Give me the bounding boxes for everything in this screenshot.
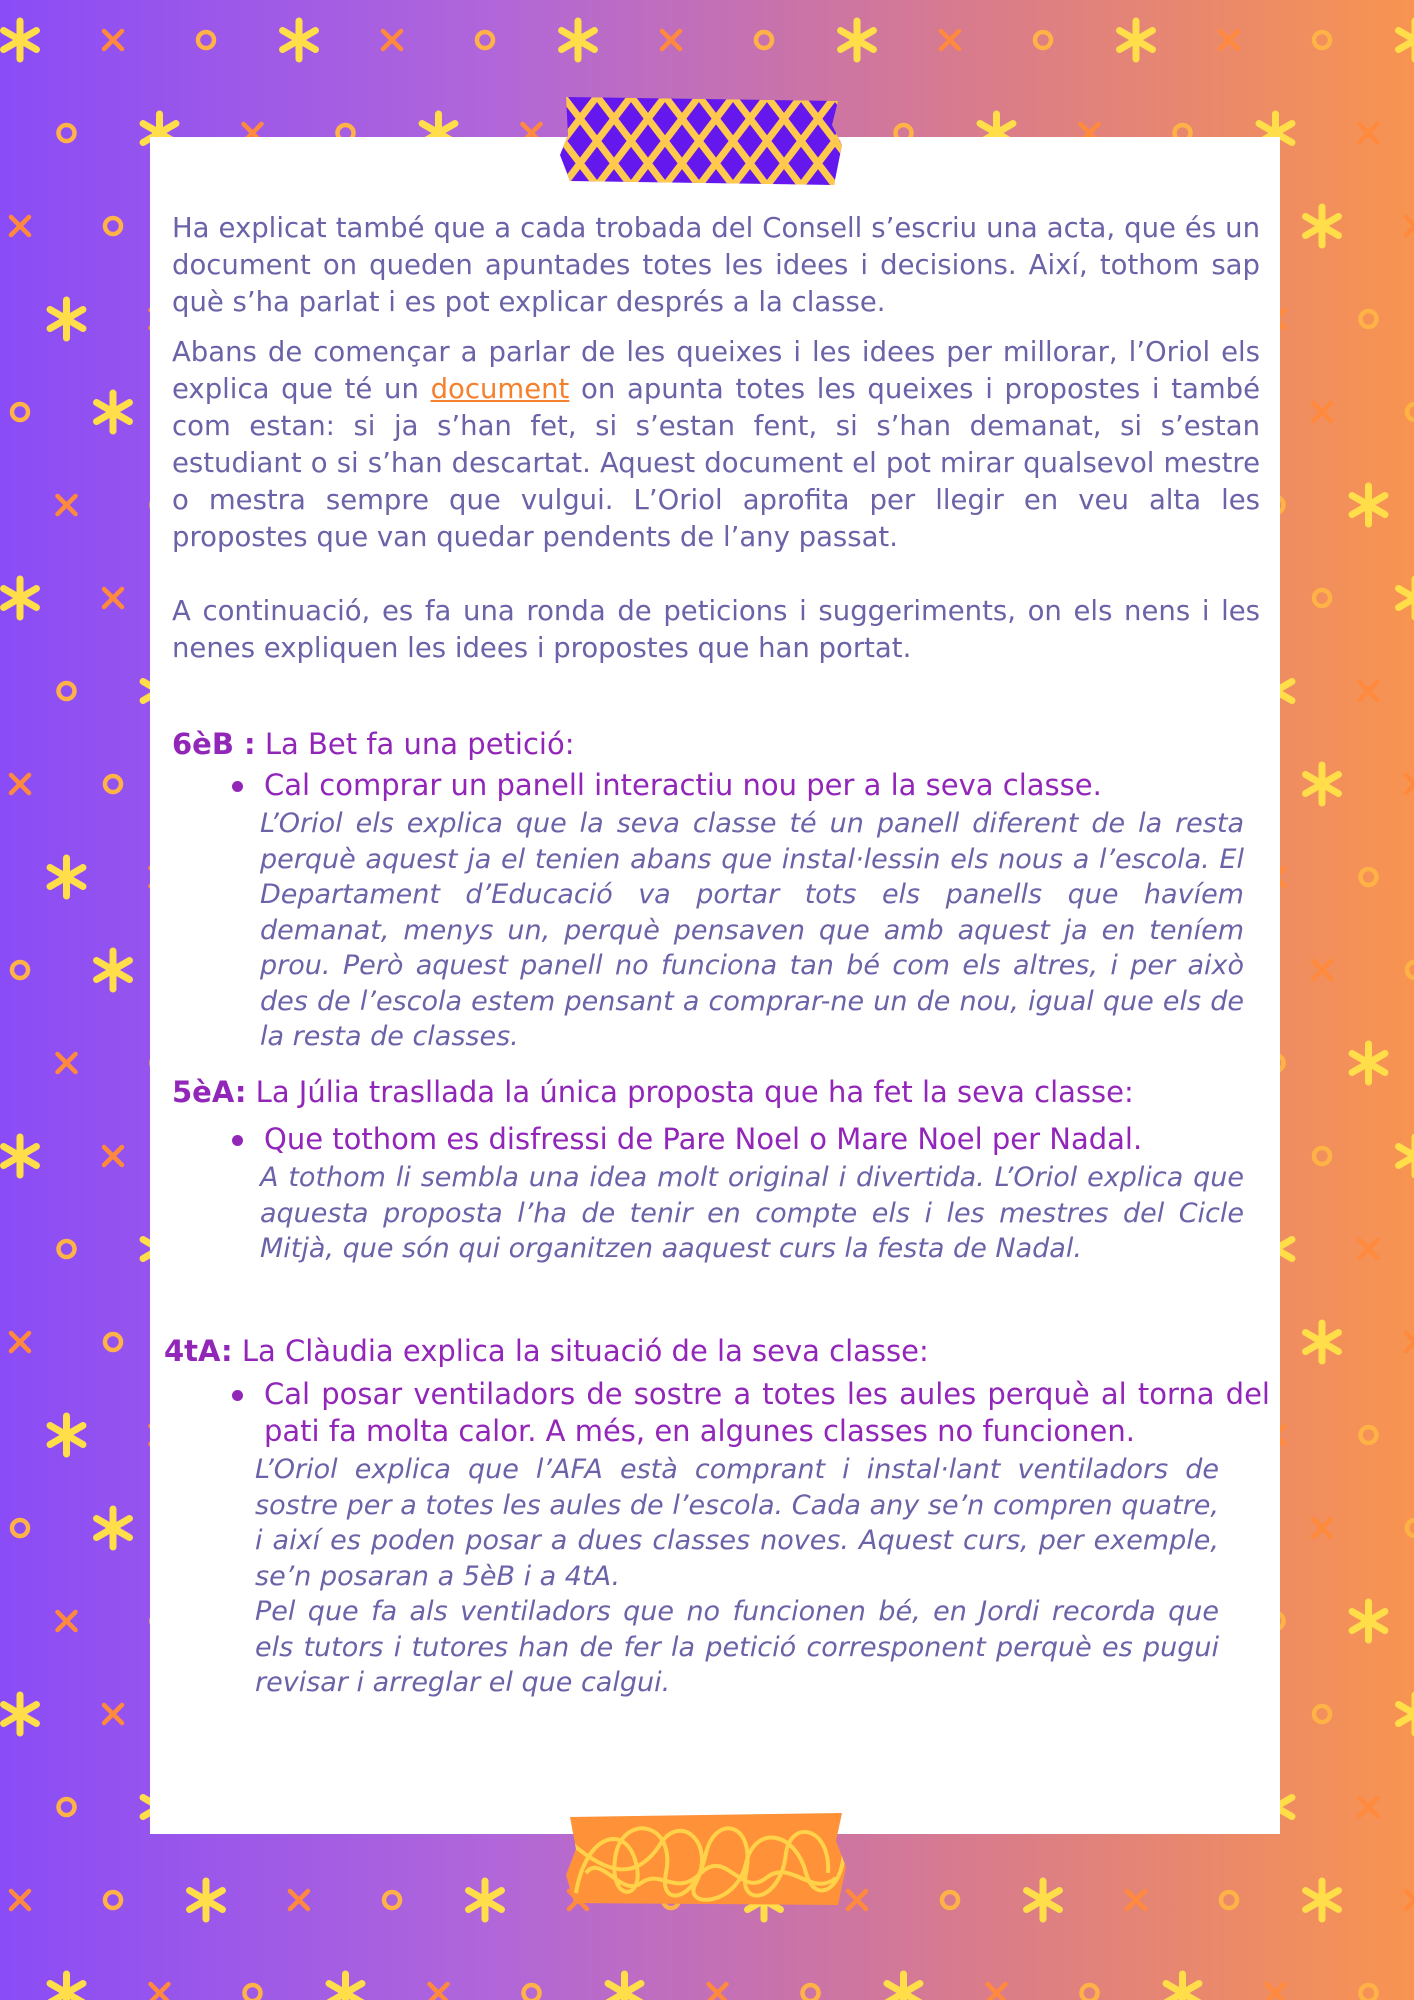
ring-icon	[105, 1334, 121, 1350]
ring-icon	[384, 1892, 400, 1908]
bullet-dot	[232, 1390, 243, 1401]
ring-icon	[12, 962, 28, 978]
intro-paragraph-2-start: Abans de començar a parlar de les queixes i les idees per millorar, l’Oriol els explica que té un	[172, 336, 1260, 405]
section-lead: La Júlia trasllada la única proposta que ha fet la seva classe:	[246, 1075, 1134, 1109]
x-mark-icon	[58, 1054, 76, 1072]
intro-paragraph-1: Ha explicat també que a cada trobada del Consell s’escriu una acta, que és un document on queden apuntades totes les idees i decisions. Així, tothom sap què s’ha parlat i es pot explicar després a la classe.	[172, 212, 1260, 318]
star-icon	[608, 1974, 641, 2000]
class-code: 4tA:	[164, 1334, 233, 1368]
star-icon	[50, 300, 83, 338]
ring-icon	[1035, 32, 1051, 48]
star-icon	[190, 1881, 223, 1919]
x-mark-icon	[383, 31, 401, 49]
star-icon	[97, 1509, 130, 1547]
x-mark-icon	[151, 1984, 169, 2000]
class-code: 5èA:	[172, 1075, 247, 1109]
section-4tA-bullet	[228, 1376, 1270, 1450]
x-mark-icon	[1406, 775, 1414, 793]
ring-icon	[1221, 1892, 1237, 1908]
class-code: 6èB :	[172, 727, 256, 761]
star-icon	[887, 1974, 920, 2000]
x-mark-icon	[662, 31, 680, 49]
x-mark-icon	[11, 1333, 29, 1351]
section-5eA-bullet	[228, 1121, 1270, 1158]
ring-icon	[198, 32, 214, 48]
bullet-dot	[232, 1135, 243, 1146]
x-mark-icon	[104, 31, 122, 49]
x-mark-icon	[941, 31, 959, 49]
x-mark-icon	[1313, 1519, 1331, 1537]
ring-icon	[1314, 1706, 1330, 1722]
section-6eB-bullet	[228, 767, 1270, 804]
section-4tA-note-1: L’Oriol explica que l’AFA està comprant i instal·lant ventiladors de sostre per a totes les aules de l’escola. Cada any se’n compren quatre, i així es poden posar a dues classes noves. Aquest curs, per exemple, se’n posaran a 5èB i a 4tA.	[255, 1454, 1219, 1592]
star-icon	[1306, 1323, 1339, 1361]
top-washi-tape	[560, 95, 843, 187]
ring-icon	[1082, 1985, 1098, 2000]
ring-icon	[105, 776, 121, 792]
ring-icon	[477, 32, 493, 48]
x-mark-icon	[988, 1984, 1006, 2000]
ring-icon	[1314, 32, 1330, 48]
x-mark-icon	[58, 496, 76, 514]
ring-icon	[1361, 869, 1377, 885]
bullet-text: Que tothom es disfressi de Pare Noel o Mare Noel per Nadal.	[264, 1122, 1143, 1156]
ring-icon	[59, 1241, 75, 1257]
star-icon	[1166, 1974, 1199, 2000]
star-icon	[1306, 1881, 1339, 1919]
star-icon	[1352, 486, 1385, 524]
section-lead: La Clàudia explica la situació de la seva classe:	[232, 1334, 929, 1368]
section-5eA-heading	[172, 1074, 1134, 1111]
star-icon	[1352, 1044, 1385, 1082]
x-mark-icon	[290, 1891, 308, 1909]
x-mark-icon	[58, 1612, 76, 1630]
x-mark-icon	[1313, 961, 1331, 979]
star-icon	[841, 21, 874, 59]
ring-icon	[12, 1520, 28, 1536]
star-icon	[1399, 1137, 1414, 1175]
star-icon	[1306, 207, 1339, 245]
x-mark-icon	[104, 1705, 122, 1723]
x-mark-icon	[104, 1147, 122, 1165]
x-mark-icon	[1406, 217, 1414, 235]
ring-icon	[1407, 962, 1414, 978]
x-mark-icon	[1313, 403, 1331, 421]
star-icon	[283, 21, 316, 59]
bullet-text: Cal comprar un panell interactiu nou per a la seva classe.	[264, 768, 1102, 802]
x-mark-icon	[1220, 31, 1238, 49]
ring-icon	[1314, 590, 1330, 606]
star-icon	[4, 1695, 37, 1733]
ring-icon	[245, 1985, 261, 2000]
ring-icon	[756, 32, 772, 48]
bullet-text: Cal posar ventiladors de sostre a totes les aules perquè al torna del pati fa molta calor. A més, en algunes classes no funcionen.	[264, 1377, 1270, 1448]
ring-icon	[1407, 404, 1414, 420]
section-6eB-heading	[172, 726, 575, 763]
star-icon	[1120, 21, 1153, 59]
ring-icon	[1361, 1985, 1377, 2000]
ring-icon	[1407, 1520, 1414, 1536]
star-icon	[50, 1416, 83, 1454]
x-mark-icon	[1406, 1333, 1414, 1351]
star-icon	[1399, 579, 1414, 617]
ring-icon	[105, 1892, 121, 1908]
ring-icon	[105, 218, 121, 234]
star-icon	[50, 858, 83, 896]
section-4tA-note-2: Pel que fa als ventiladors que no funcionen bé, en Jordi recorda que els tutors i tutores han de fer la petició corresponent perquè es pugui revisar i arreglar el que calgui.	[255, 1596, 1219, 1698]
x-mark-icon	[709, 1984, 727, 2000]
x-mark-icon	[848, 1891, 866, 1909]
ring-icon	[59, 125, 75, 141]
ring-icon	[1314, 1148, 1330, 1164]
ring-icon	[524, 1985, 540, 2000]
ring-icon	[942, 1892, 958, 1908]
intro-paragraph-3: A continuació, es fa una ronda de peticions i suggeriments, on els nens i les nenes expliquen les idees i propostes que han portat.	[172, 595, 1260, 664]
ring-icon	[12, 404, 28, 420]
star-icon	[329, 1974, 362, 2000]
intro-paragraph-2	[172, 334, 1260, 556]
x-mark-icon	[11, 217, 29, 235]
section-lead: La Bet fa una petició:	[255, 727, 575, 761]
ring-icon	[1361, 1427, 1377, 1443]
ring-icon	[59, 683, 75, 699]
star-icon	[4, 579, 37, 617]
star-icon	[4, 21, 37, 59]
ring-icon	[1361, 311, 1377, 327]
section-4tA-heading	[164, 1333, 929, 1370]
star-icon	[469, 1881, 502, 1919]
star-icon	[4, 1137, 37, 1175]
star-icon	[1352, 1602, 1385, 1640]
intro-text	[172, 210, 1260, 667]
star-icon	[1027, 1881, 1060, 1919]
section-5eA-note: A tothom li sembla una idea molt original i divertida. L’Oriol explica que aquesta proposta l’ha de tenir en compte els i les mestres del Cicle Mitjà, que són qui organitzen aaquest curs la festa de Nadal.	[260, 1162, 1244, 1264]
x-mark-icon	[1360, 1240, 1378, 1258]
x-mark-icon	[1360, 682, 1378, 700]
x-mark-icon	[1406, 1891, 1414, 1909]
star-icon	[97, 951, 130, 989]
ring-icon	[59, 1799, 75, 1815]
star-icon	[1399, 21, 1414, 59]
x-mark-icon	[1127, 1891, 1145, 1909]
bullet-dot	[232, 781, 243, 792]
ring-icon	[803, 1985, 819, 2000]
document-link[interactable]: document	[430, 373, 570, 405]
section-6eB-note: L’Oriol els explica que la seva classe té un panell diferent de la resta perquè aquest ja el tenien abans que instal·lessin els nous a l’escola. El Departament d’Educació va portar tots els panells que havíem demanat, menys un, perquè pensaven que amb aquest ja en teníem prou. Però aquest panell no funciona tan bé com els altres, i per això des de l’escola estem pensant a comprar-ne un de nou, igual que els de la resta de classes.	[260, 808, 1244, 1052]
bottom-washi-tape	[566, 1813, 846, 1905]
x-mark-icon	[430, 1984, 448, 2000]
x-mark-icon	[1360, 1798, 1378, 1816]
star-icon	[1306, 765, 1339, 803]
star-icon	[50, 1974, 83, 2000]
x-mark-icon	[1267, 1984, 1285, 2000]
x-mark-icon	[1360, 124, 1378, 142]
star-icon	[1399, 1695, 1414, 1733]
x-mark-icon	[104, 589, 122, 607]
x-mark-icon	[11, 775, 29, 793]
intro-paragraph-2-end: on apunta totes les queixes i propostes i també com estan: si ja s’han fet, si s’estan fent, si s’han demanat, si s’estan estudiant o si s’han descartat. Aquest document el pot mirar qualsevol mestre o mestra sempre que vulgui. L’Oriol aprofita per llegir en veu alta les propostes que van quedar pendents de l’any passat.	[172, 373, 1260, 553]
star-icon	[562, 21, 595, 59]
x-mark-icon	[11, 1891, 29, 1909]
star-icon	[97, 393, 130, 431]
